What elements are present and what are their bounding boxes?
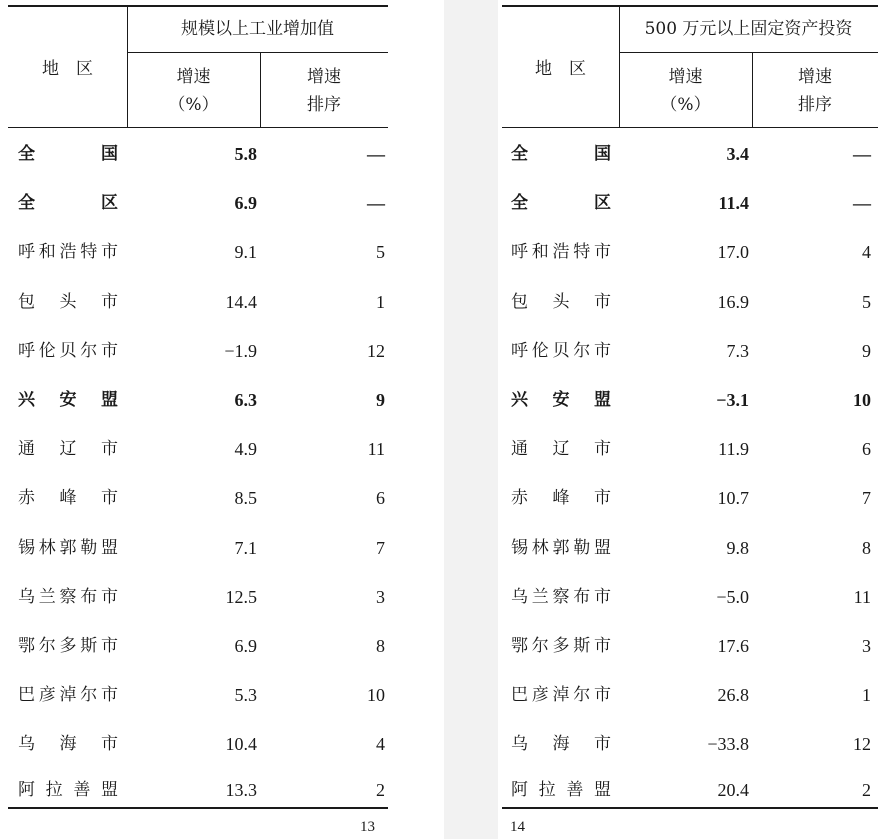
region-name-char: 彦	[531, 685, 549, 706]
region-name-char: 盟	[101, 390, 118, 410]
region-name-char: 市	[101, 291, 118, 312]
region-name-char: 头	[552, 291, 570, 312]
region-name	[511, 385, 611, 415]
table-row	[498, 139, 878, 169]
table-row	[0, 336, 388, 366]
table-row	[498, 582, 878, 612]
region-name	[18, 237, 118, 267]
region-name-char: 市	[594, 340, 611, 361]
region-name-char: 鄂	[18, 636, 35, 656]
growth-rate-value: 26.8	[717, 685, 749, 706]
region-name-char: 勒	[80, 537, 98, 558]
region-name-char: 乌	[18, 734, 35, 755]
region-name	[511, 139, 611, 169]
region-name	[511, 188, 611, 218]
region-name-char: 巴	[18, 685, 35, 706]
table-row	[0, 533, 388, 563]
region-name-char: 多	[552, 636, 570, 656]
table-row	[498, 483, 878, 513]
region-name-char: 乌	[511, 734, 528, 755]
growth-rank-value: 9	[862, 340, 871, 361]
region-name-char: 尔	[573, 340, 591, 361]
region-name-char: 尔	[80, 685, 98, 706]
region-name-char: 斯	[573, 636, 591, 656]
region-name-char: 盟	[594, 390, 611, 410]
region-name-char: 全	[18, 144, 35, 164]
growth-rate-value: 6.9	[234, 636, 257, 656]
region-name-char: 市	[101, 586, 118, 607]
region-name-char: 布	[80, 586, 98, 607]
growth-rank-value: 11	[367, 439, 385, 460]
region-name	[18, 188, 118, 218]
header-bottom-rule	[8, 127, 388, 128]
region-name-char: 伦	[38, 340, 56, 361]
region-name-char: 淖	[552, 685, 570, 706]
region-name-char: 特	[573, 242, 591, 263]
growth-rank-value: 3	[862, 636, 871, 656]
region-name-char: 市	[101, 340, 118, 361]
region-header: 地 区	[535, 59, 586, 79]
region-name	[18, 680, 118, 710]
region-name-char: 呼	[18, 340, 35, 361]
table-row	[0, 188, 388, 218]
growth-rank-value: 5	[376, 242, 385, 263]
region-name-char: 鄂	[511, 636, 528, 656]
rank-header-line1: 增速	[307, 67, 341, 87]
table-row	[0, 139, 388, 169]
region-name-char: 市	[101, 242, 118, 263]
rank-header-line1: 增速	[798, 67, 832, 87]
region-name	[18, 582, 118, 612]
region-name-char: 乌	[511, 586, 528, 607]
table-row	[498, 385, 878, 415]
region-name-char: 尔	[38, 636, 56, 656]
header-mid-rule	[127, 52, 388, 53]
growth-rank-value: 12	[367, 340, 385, 361]
region-name-char: 阿	[18, 779, 35, 800]
growth-rate-value: 3.4	[726, 144, 749, 164]
region-name	[18, 385, 118, 415]
region-name	[18, 729, 118, 759]
growth-rate-value: 11.4	[718, 193, 749, 214]
region-name-char: 盟	[594, 537, 611, 558]
region-name	[511, 434, 611, 464]
growth-rank-value: 5	[862, 291, 871, 312]
region-name	[511, 775, 611, 805]
region-name-char: 市	[594, 291, 611, 312]
region-name	[511, 287, 611, 317]
region-name-char: 巴	[511, 685, 528, 706]
growth-rate-value: 13.3	[225, 779, 257, 800]
region-name-char: 善	[73, 779, 91, 800]
table-row	[498, 287, 878, 317]
region-name-char: 勒	[573, 537, 591, 558]
region-name-char: 市	[101, 685, 118, 706]
region-name-char: 盟	[100, 779, 118, 800]
growth-rate-value: 5.3	[234, 685, 257, 706]
growth-rank-value: 7	[862, 488, 871, 509]
table-row	[498, 336, 878, 366]
region-name	[511, 729, 611, 759]
region-name-char: 尔	[80, 340, 98, 361]
group-header: 规模以上工业增加值	[181, 19, 334, 39]
region-name	[18, 336, 118, 366]
growth-rate-value: 6.3	[234, 390, 257, 410]
region-name-char: 区	[594, 193, 611, 214]
region-name-char: 特	[80, 242, 98, 263]
region-name-char: 林	[38, 537, 56, 558]
region-name-char: 善	[566, 779, 584, 800]
growth-rate-value: 16.9	[717, 291, 749, 312]
growth-rank-value: —	[367, 144, 385, 164]
growth-rank-value: —	[367, 193, 385, 214]
table-row	[0, 775, 388, 805]
growth-rank-value: 2	[862, 779, 871, 800]
region-name-char: 市	[101, 439, 118, 460]
table-row	[498, 533, 878, 563]
table-row	[498, 237, 878, 267]
region-name-char: 峰	[59, 488, 77, 509]
region-name-char: 安	[552, 390, 570, 410]
region-name-char: 盟	[593, 779, 611, 800]
growth-rank-value: —	[853, 193, 871, 214]
region-name-char: 和	[531, 242, 549, 263]
region-name-char: 市	[594, 242, 611, 263]
growth-rank-value: 3	[376, 586, 385, 607]
growth-rate-value: 10.7	[717, 488, 749, 509]
table-row	[0, 729, 388, 759]
region-name	[18, 775, 118, 805]
table-row	[0, 434, 388, 464]
table-row	[0, 631, 388, 661]
region-name-char: 市	[101, 734, 118, 755]
rate-header-line2: （%）	[168, 95, 219, 115]
growth-rank-value: 1	[376, 291, 385, 312]
region-name-char: 市	[101, 636, 118, 656]
region-name-char: 国	[101, 144, 118, 164]
rank-header-line2: 排序	[307, 95, 341, 115]
region-name-char: 拉	[45, 779, 63, 800]
growth-rate-value: 9.1	[234, 242, 257, 263]
region-name	[18, 631, 118, 661]
table-row	[498, 434, 878, 464]
region-name-char: 彦	[38, 685, 56, 706]
growth-rate-value: 12.5	[225, 586, 257, 607]
region-name-char: 拉	[538, 779, 556, 800]
region-name-char: 辽	[59, 439, 77, 460]
growth-rank-value: 6	[376, 488, 385, 509]
region-name-char: 浩	[59, 242, 77, 263]
growth-rate-value: 7.1	[234, 537, 257, 558]
page-gutter	[444, 0, 498, 839]
region-name-char: 赤	[18, 488, 35, 509]
growth-rate-value: −3.1	[716, 390, 749, 410]
region-name-char: 察	[59, 586, 77, 607]
region-name	[511, 237, 611, 267]
region-name-char: 包	[511, 291, 528, 312]
growth-rank-value: 6	[862, 439, 871, 460]
region-name-char: 郭	[59, 537, 77, 558]
region-name-char: 市	[594, 685, 611, 706]
region-name-char: 市	[594, 488, 611, 509]
page-number: 13	[360, 819, 375, 835]
region-name-char: 多	[59, 636, 77, 656]
region-name-char: 通	[18, 439, 35, 460]
region-name	[511, 680, 611, 710]
table-row	[0, 680, 388, 710]
region-name-char: 贝	[59, 340, 77, 361]
growth-rank-value: 9	[376, 390, 385, 410]
region-name	[18, 533, 118, 563]
region-header: 地 区	[42, 59, 93, 79]
region-name-char: 盟	[101, 537, 118, 558]
region-name-char: 兴	[18, 390, 35, 410]
rate-header-line2: （%）	[660, 95, 711, 115]
region-name-char: 锡	[511, 537, 528, 558]
growth-rank-value: 10	[367, 685, 385, 706]
growth-rate-value: 7.3	[726, 340, 749, 361]
region-name	[511, 336, 611, 366]
header-bottom-rule	[502, 127, 878, 128]
region-name-char: 市	[101, 488, 118, 509]
region-name	[18, 287, 118, 317]
table-bottom-rule	[502, 807, 878, 809]
region-name-char: 尔	[531, 636, 549, 656]
region-name-char: 市	[594, 439, 611, 460]
region-name-char: 贝	[552, 340, 570, 361]
growth-rank-value: 2	[376, 779, 385, 800]
growth-rank-value: —	[853, 144, 871, 164]
growth-rate-value: −1.9	[224, 340, 257, 361]
table-row	[498, 680, 878, 710]
page-number: 14	[510, 819, 525, 835]
region-name-char: 赤	[511, 488, 528, 509]
region-name-char: 市	[594, 636, 611, 656]
region-name-char: 和	[38, 242, 56, 263]
growth-rate-value: −5.0	[716, 586, 749, 607]
region-name-char: 全	[511, 144, 528, 164]
region-name-char: 包	[18, 291, 35, 312]
left-table	[0, 0, 444, 839]
table-bottom-rule	[8, 807, 388, 809]
region-name-char: 伦	[531, 340, 549, 361]
growth-rate-value: 17.6	[717, 636, 749, 656]
region-name-char: 兰	[531, 586, 549, 607]
region-name-char: 乌	[18, 586, 35, 607]
region-name-char: 呼	[511, 242, 528, 263]
group-header: 500 万元以上固定资产投资	[644, 19, 853, 39]
region-name-char: 阿	[511, 779, 528, 800]
region-name	[511, 582, 611, 612]
growth-rank-value: 11	[853, 586, 871, 607]
growth-rate-value: 14.4	[225, 291, 257, 312]
right-table	[498, 0, 894, 839]
growth-rate-value: 9.8	[726, 537, 749, 558]
region-name-char: 海	[59, 734, 77, 755]
region-name	[511, 533, 611, 563]
region-name-char: 区	[101, 193, 118, 214]
growth-rank-value: 12	[853, 734, 871, 755]
region-name-char: 浩	[552, 242, 570, 263]
region-name-char: 锡	[18, 537, 35, 558]
region-name	[18, 434, 118, 464]
growth-rate-value: −33.8	[707, 734, 749, 755]
region-name	[511, 483, 611, 513]
growth-rank-value: 10	[853, 390, 871, 410]
growth-rate-value: 11.9	[718, 439, 749, 460]
table-row	[498, 775, 878, 805]
table-row	[498, 188, 878, 218]
region-name-char: 呼	[18, 242, 35, 263]
region-name-char: 尔	[573, 685, 591, 706]
growth-rate-value: 10.4	[225, 734, 257, 755]
region-name-char: 辽	[552, 439, 570, 460]
region-name	[511, 631, 611, 661]
region-name-char: 国	[594, 144, 611, 164]
table-top-rule	[502, 5, 878, 7]
table-row	[0, 483, 388, 513]
growth-rank-value: 8	[862, 537, 871, 558]
rank-header-line2: 排序	[798, 95, 832, 115]
region-name-char: 布	[573, 586, 591, 607]
region-name-char: 斯	[80, 636, 98, 656]
table-row	[0, 287, 388, 317]
region-name-char: 兴	[511, 390, 528, 410]
region-name-char: 淖	[59, 685, 77, 706]
growth-rank-value: 1	[862, 685, 871, 706]
region-name-char: 头	[59, 291, 77, 312]
growth-rank-value: 4	[862, 242, 871, 263]
growth-rate-value: 8.5	[234, 488, 257, 509]
region-name-char: 察	[552, 586, 570, 607]
rate-header-line1: 增速	[668, 67, 703, 87]
region-name-char: 通	[511, 439, 528, 460]
region-name-char: 海	[552, 734, 570, 755]
region-name	[18, 483, 118, 513]
region-name-char: 安	[59, 390, 77, 410]
growth-rate-value: 6.9	[234, 193, 257, 214]
region-name-char: 郭	[552, 537, 570, 558]
growth-rate-value: 17.0	[717, 242, 749, 263]
growth-rank-value: 4	[376, 734, 385, 755]
region-name-char: 全	[18, 193, 35, 214]
region-name-char: 林	[531, 537, 549, 558]
header-mid-rule	[619, 52, 878, 53]
table-top-rule	[8, 5, 388, 7]
growth-rate-value: 20.4	[717, 779, 749, 800]
growth-rate-value: 4.9	[234, 439, 257, 460]
table-row	[0, 237, 388, 267]
table-row	[0, 385, 388, 415]
growth-rank-value: 8	[376, 636, 385, 656]
table-row	[0, 582, 388, 612]
table-row	[498, 631, 878, 661]
table-row	[498, 729, 878, 759]
growth-rate-value: 5.8	[234, 144, 257, 164]
region-name-char: 全	[511, 193, 528, 214]
growth-rank-value: 7	[376, 537, 385, 558]
rate-header-line1: 增速	[176, 67, 211, 87]
region-name-char: 兰	[38, 586, 56, 607]
region-name	[18, 139, 118, 169]
region-name-char: 市	[594, 734, 611, 755]
region-name-char: 峰	[552, 488, 570, 509]
region-name-char: 市	[594, 586, 611, 607]
region-name-char: 呼	[511, 340, 528, 361]
